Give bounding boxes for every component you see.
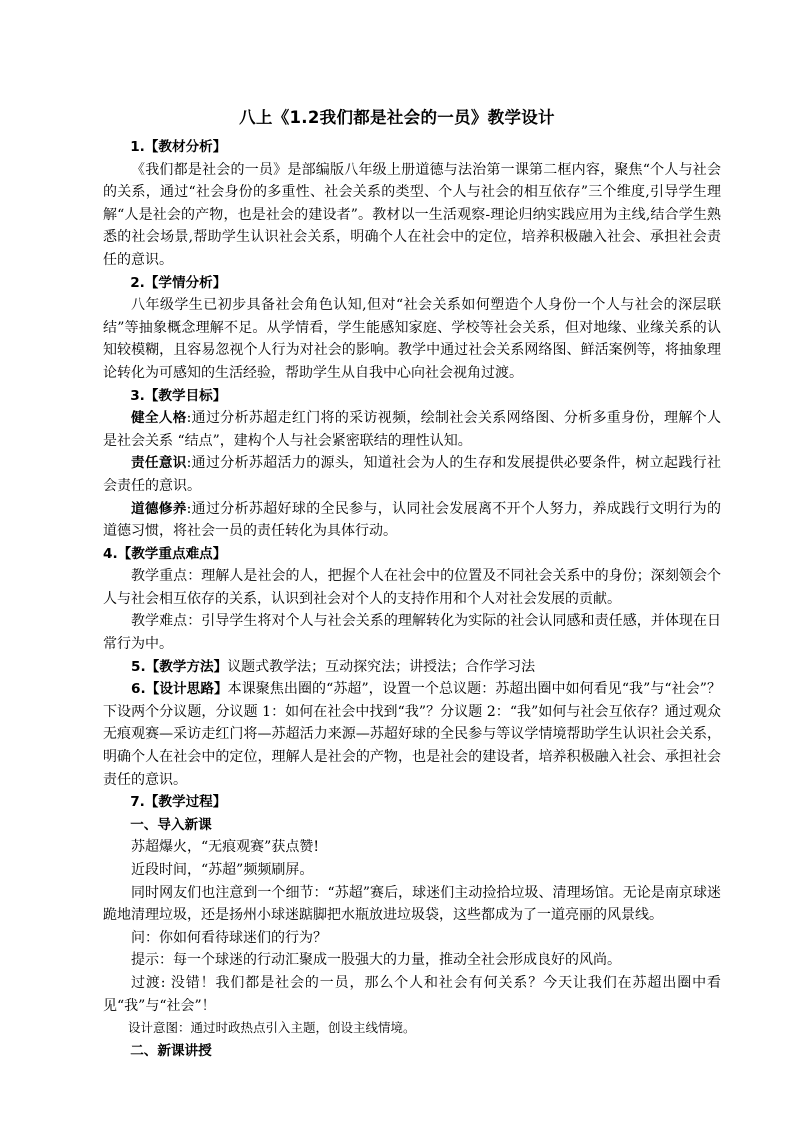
design-idea [103,678,721,791]
learner-analysis-paragraph: 八年级学生已初步具备社会角色认知,但对“社会关系如何塑造个人身份一个人与社会的深层联结”等抽象概念理解不足。从学情看，学生能感知家庭、学校等社会关系，但对地缘、业缘关系的认知较模糊，且容易忽视个人行为对社会的影响。教学中通过社会关系网络图、鲜活案例等，将抽象理论转化为可感知的生活经验，帮助学生从自我中心向社会视角过渡。 [103,297,721,381]
intro-line-1: 苏超爆火，“无痕观赛”获点赞! [131,839,319,856]
intro-line-2: 近段时间，“苏超”频频刷屏。 [131,862,314,878]
intro-question: 问：你如何看待球迷们的行为？ [131,929,327,946]
goal-personality-text: :通过分析苏超走红门将的采访视频，绘制社会关系网络图、分析多重身份，理解个人是社会关系 “结点”，建构个人与社会紧密联结的理性认知。 [103,410,722,449]
section-heading-learner-analysis: 2.【学情分析】 [130,274,227,291]
goal-morality-text: :通过分析苏超好球的全民参与，认同社会发展离不开个人努力，养成践行文明行为的道德习惯，将社会一员的责任转化为具体行动。 [103,500,722,540]
section-heading-teaching-goals: 3.【教学目标】 [130,387,227,404]
difficulty-paragraph: 教学难点：引导学生将对个人与社会关系的理解转化为实际的社会认同感和责任感，并体现在日常行为中。 [103,613,721,653]
section-heading-key-points: 4.【教学重点难点】 [103,545,227,562]
goal-personality [103,407,721,452]
design-intent-note: 设计意图：通过时政热点引入主题，创设主线情境。 [128,1020,416,1036]
goal-morality-label: 道德修养 [131,500,187,517]
section-heading-design-idea: 6.【设计思路】 [131,681,228,698]
goal-personality-label: 健全人格 [131,410,187,427]
goal-responsibility [103,452,721,497]
teaching-methods [103,656,721,679]
section-heading-textbook-analysis: 1.【教材分析】 [130,139,227,155]
document-body [103,136,721,1062]
goal-responsibility-text: :通过分析苏超活力的源头，知道社会为人的生存和发展提供必要条件，树立起践行社会责任的意识。 [103,455,722,494]
goal-responsibility-label: 责任意识 [131,455,187,472]
goal-morality [103,498,721,543]
intro-hint: 提示：每一个球迷的行动汇聚成一股强大的力量，推动全社会形成良好的风尚。 [131,952,621,969]
section-heading-teaching-process: 7.【教学过程】 [130,794,227,811]
teaching-methods-text: 议题式教学法；互动探究法；讲授法；合作学习法 [227,658,536,675]
document-title: 八上《1.2我们都是社会的一员》教学设计 [239,108,555,127]
design-idea-text: 本课聚焦出圈的“苏超”，设置一个总议题：苏超出圈中如何看见“我”与“社会”？下设两个分议题，分议题 1：如何在社会中找到“我”？分议题 2：“我”如何与社会互依存？通过观众无痕观赛—采访走红门将—苏超活力来源—苏超好球的全民参与等议学情境帮助学生认识社会关系，明确个人在社会中的定位，理解人是社会的产物，也是社会的建设者，培养积极融入社会、承担社会责任的意识。 [103,681,721,788]
part-heading-new-lesson: 二、新课讲授 [130,1042,212,1059]
textbook-analysis-paragraph: 《我们都是社会的一员》是部编版八年级上册道德与法治第一课第二框内容，聚焦“个人与社会的关系，通过“社会身份的多重性、社会关系的类型、个人与社会的相互依存”三个维度,引导学生理解“人是社会的产物，也是社会的建设者”。教材以一生活观察-理论归纳实践应用为主线,结合学生熟悉的社会场景,帮助学生认识社会关系，明确个人在社会中的定位，培养积极融入社会、承担社会责任的意识。 [103,161,721,268]
key-point-paragraph: 教学重点：理解人是社会的人，把握个人在社会中的位置及不同社会关系中的身份；深刻领会个人与社会相互依存的关系，认识到社会对个人的支持作用和个人对社会发展的贡献。 [103,568,721,607]
intro-transition: 过渡: 没错！我们都是社会的一员，那么个人和社会有何关系？今天让我们在苏超出圈中看见“我”与“社会”！ [103,974,721,1014]
intro-line-3: 同时网友们也注意到一个细节：“苏超”赛后，球迷们主动捡拾垃圾、清理场馆。无论是南京球迷跪地清理垃圾，还是扬州小球迷踮脚把水瓶放进垃圾袋，这些都成为了一道亮丽的风景线。 [103,884,721,924]
part-heading-introduction: 一、导入新课 [130,816,212,833]
section-heading-teaching-methods: 5.【教学方法】 [131,658,228,675]
